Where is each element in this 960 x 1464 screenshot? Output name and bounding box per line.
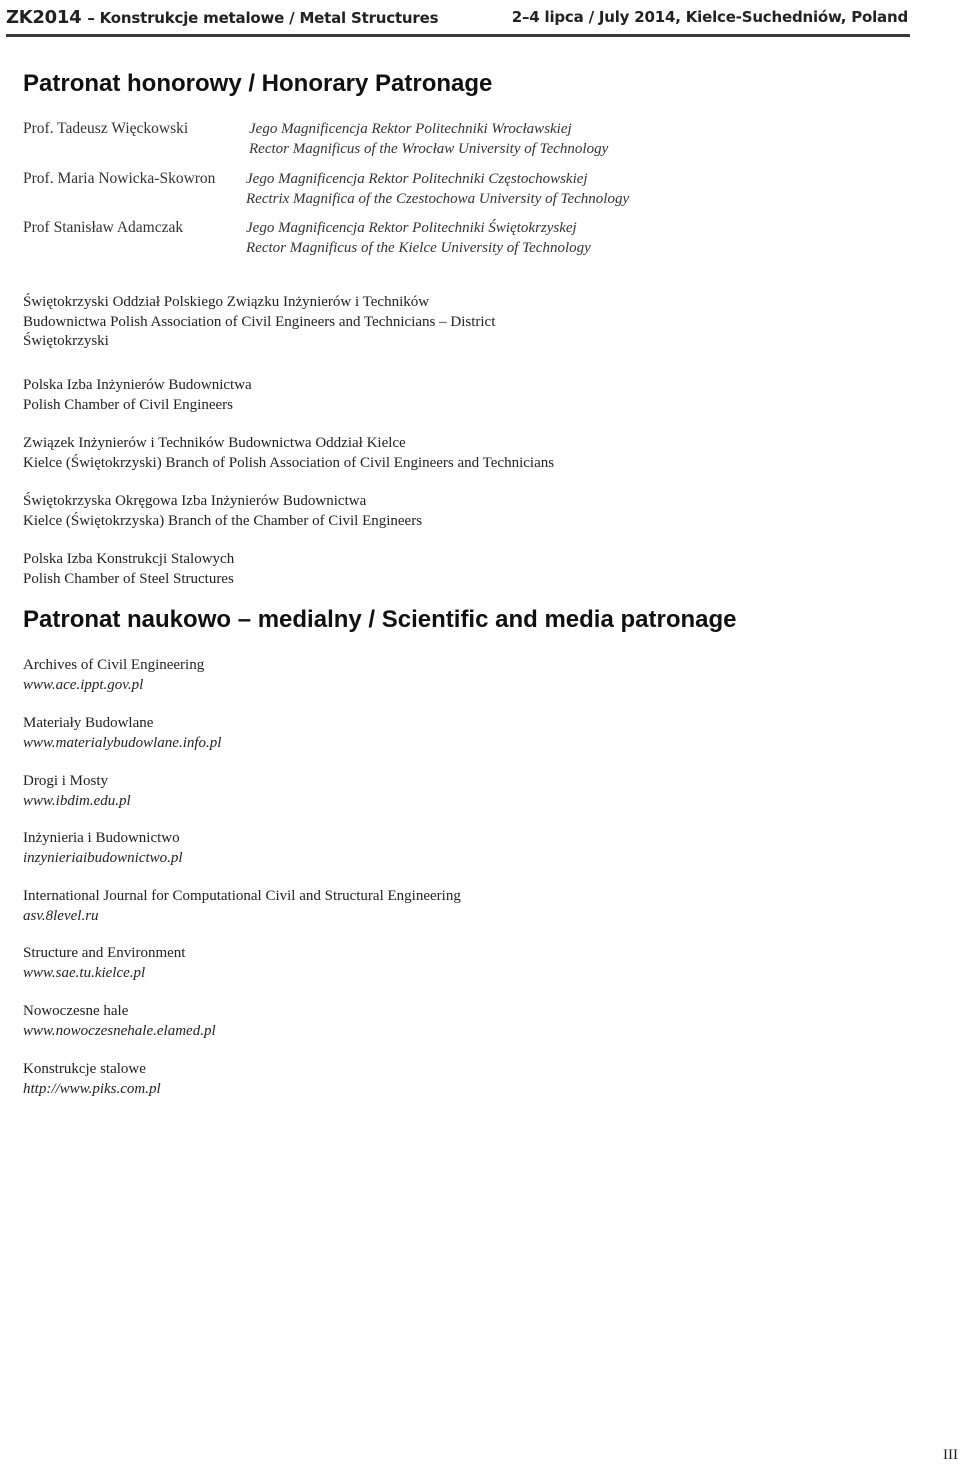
honorary-patronage-heading: Patronat honorowy / Honorary Patronage xyxy=(23,70,493,97)
conference-date-location: 2–4 lipca / July 2014, Kielce-Suchedniów, Poland xyxy=(511,8,908,26)
organization-entry xyxy=(23,492,422,531)
media-patron-url[interactable]: www.nowoczesnehale.elamed.pl xyxy=(23,1022,216,1039)
organization-line: Świętokrzyska Okręgowa Izba Inżynierów Budownictwa xyxy=(23,493,367,509)
patron-role xyxy=(246,219,591,258)
organization-line: Polish Chamber of Civil Engineers xyxy=(23,396,233,413)
media-patron xyxy=(23,772,131,811)
media-patron xyxy=(23,1060,161,1099)
conference-code: ZK2014 xyxy=(6,7,82,28)
media-patron xyxy=(23,829,183,868)
media-patron xyxy=(23,1002,216,1041)
media-patron xyxy=(23,944,185,983)
media-patron-name: International Journal for Computational Civil and Structural Engineering xyxy=(23,888,461,904)
media-patron-url[interactable]: www.ace.ippt.gov.pl xyxy=(23,676,144,693)
running-header xyxy=(6,6,910,37)
patron-name: Prof Stanisław Adamczak xyxy=(23,219,184,236)
media-patron-name: Materiały Budowlane xyxy=(23,715,154,731)
patron-name: Prof. Maria Nowicka-Skowron xyxy=(23,170,216,187)
organization-entry xyxy=(23,293,495,352)
patron-role-pl: Jego Magnificencja Rektor Politechniki Częstochowskiej xyxy=(246,171,588,187)
organization-line: Polska Izba Inżynierów Budownictwa xyxy=(23,377,252,393)
organization-line: Świętokrzyski xyxy=(23,333,109,349)
media-patron-url[interactable]: asv.8level.ru xyxy=(23,907,99,924)
media-patron-name: Drogi i Mosty xyxy=(23,773,109,789)
organization-line: Polska Izba Konstrukcji Stalowych xyxy=(23,551,235,567)
patron-role xyxy=(249,120,608,159)
media-patron-name: Konstrukcje stalowe xyxy=(23,1061,146,1077)
media-patron-url[interactable]: www.materialybudowlane.info.pl xyxy=(23,734,222,751)
patron-role xyxy=(246,170,629,209)
scientific-patronage-heading: Patronat naukowo – medialny / Scientific and media patronage xyxy=(23,606,737,633)
organization-entry xyxy=(23,376,252,415)
page-number: III xyxy=(943,1447,958,1463)
media-patron-url[interactable]: inzynieriaibudownictwo.pl xyxy=(23,849,183,866)
media-patron-name: Inżynieria i Budownictwo xyxy=(23,830,180,846)
organization-line: Budownictwa Polish Association of Civil Engineers and Technicians – District xyxy=(23,313,496,330)
patron-role-pl: Jego Magnificencja Rektor Politechniki Wrocławskiej xyxy=(249,121,572,137)
media-patron-name: Archives of Civil Engineering xyxy=(23,657,205,673)
patron-name: Prof. Tadeusz Więckowski xyxy=(23,120,189,137)
media-patron xyxy=(23,714,221,753)
conference-brand xyxy=(6,7,438,28)
conference-title: – Konstrukcje metalowe / Metal Structures xyxy=(87,9,439,27)
media-patron xyxy=(23,887,461,926)
patron-role-pl: Jego Magnificencja Rektor Politechniki Świętokrzyskej xyxy=(246,220,577,236)
organization-line: Związek Inżynierów i Techników Budownictwa Oddział Kielce xyxy=(23,435,406,451)
media-patron-url[interactable]: www.sae.tu.kielce.pl xyxy=(23,964,146,981)
patron-role-en: Rector Magnificus of the Kielce University of Technology xyxy=(246,239,591,256)
organization-line: Kielce (Świętokrzyska) Branch of the Chamber of Civil Engineers xyxy=(23,512,423,529)
patron-role-en: Rectrix Magnifica of the Czestochowa University of Technology xyxy=(246,190,630,207)
organization-entry xyxy=(23,550,234,589)
media-patron-url[interactable]: www.ibdim.edu.pl xyxy=(23,792,131,809)
media-patron-name: Nowoczesne hale xyxy=(23,1003,129,1019)
organization-entry xyxy=(23,434,554,473)
organization-line: Polish Chamber of Steel Structures xyxy=(23,570,234,587)
media-patron-name: Structure and Environment xyxy=(23,945,186,961)
organization-line: Świętokrzyski Oddział Polskiego Związku Inżynierów i Techników xyxy=(23,294,430,310)
organization-line: Kielce (Świętokrzyski) Branch of Polish Association of Civil Engineers and Technicians xyxy=(23,454,555,471)
media-patron xyxy=(23,656,204,695)
patron-role-en: Rector Magnificus of the Wrocław University of Technology xyxy=(249,140,609,157)
media-patron-url[interactable]: http://www.piks.com.pl xyxy=(23,1080,161,1097)
